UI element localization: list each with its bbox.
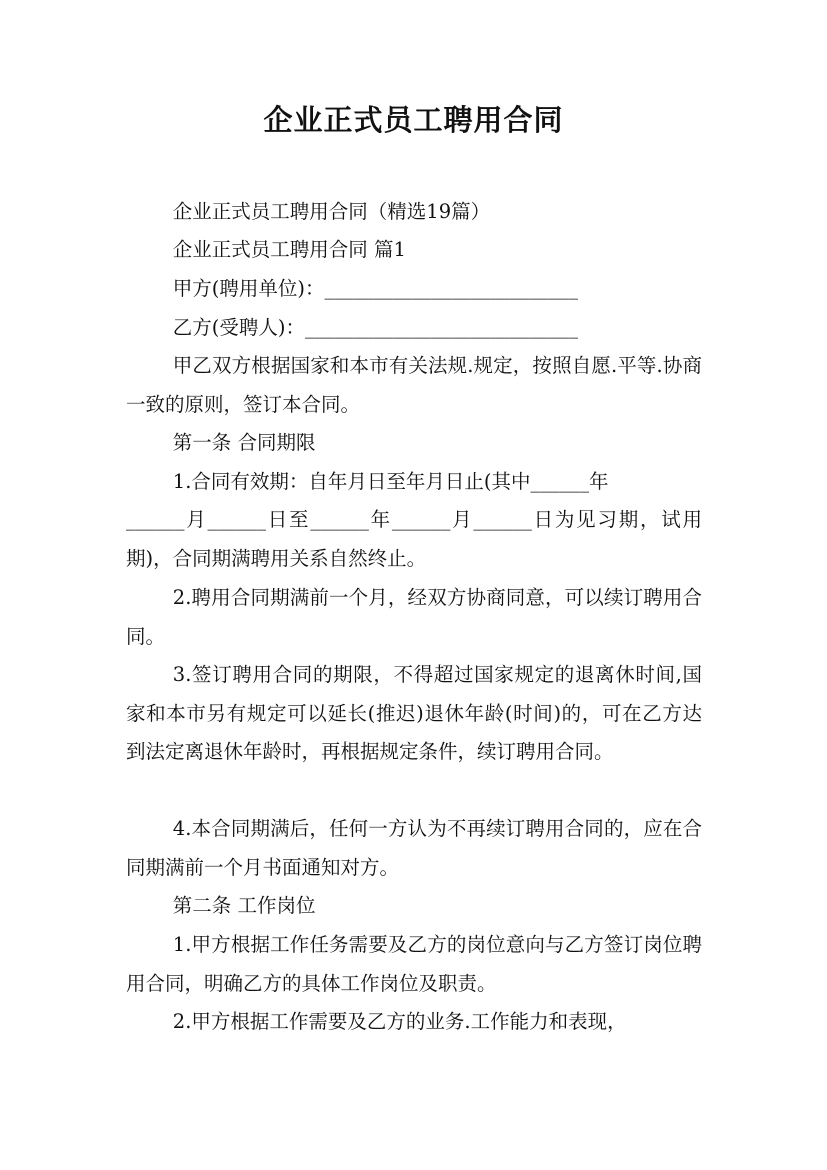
article-1-item-1: 1.合同有效期：自年月日至年月日止(其中______年: [172, 470, 609, 493]
article-2-heading: 第二条 工作岗位: [172, 894, 316, 917]
document-title: 企业正式员工聘用合同: [263, 103, 564, 137]
article-1-item-3: 3.签订聘用合同的期限，不得超过国家规定的退离休时间,国家和本市另有规定可以延长(推迟)退休年龄(时间)的，可在乙方达到法定离退休年龄时，再根据规定条件，续订聘用合同。: [126, 663, 702, 763]
paragraph-preamble: 甲乙双方根据国家和本市有关法规.规定，按照自愿.平等.协商一致的原则，签订本合同。: [126, 354, 702, 416]
article-2-item-2: 2.甲方根据工作需要及乙方的业务.工作能力和表现，: [172, 1010, 627, 1033]
article-1-item-1-cont: ______月______日至______年______月______日为见习期，试用期)，合同期满聘用关系自然终止。: [126, 508, 702, 570]
article-1-heading: 第一条 合同期限: [172, 431, 316, 454]
party-a-line: 甲方(聘用单位)：__________________________: [172, 277, 579, 300]
article-1-item-2: 2.聘用合同期满前一个月，经双方协商同意，可以续订聘用合同。: [126, 586, 702, 648]
party-b-line: 乙方(受聘人)：____________________________: [172, 316, 579, 339]
article-2-item-1: 1.甲方根据工作任务需要及乙方的岗位意向与乙方签订岗位聘用合同，明确乙方的具体工作岗位及职责。: [126, 933, 702, 995]
paragraph-heading-part1: 企业正式员工聘用合同 篇1: [172, 238, 406, 261]
paragraph-heading-collection: 企业正式员工聘用合同（精选19篇）: [172, 200, 491, 223]
article-1-item-4: 4.本合同期满后，任何一方认为不再续订聘用合同的，应在合同期满前一个月书面通知对方。: [126, 817, 702, 879]
